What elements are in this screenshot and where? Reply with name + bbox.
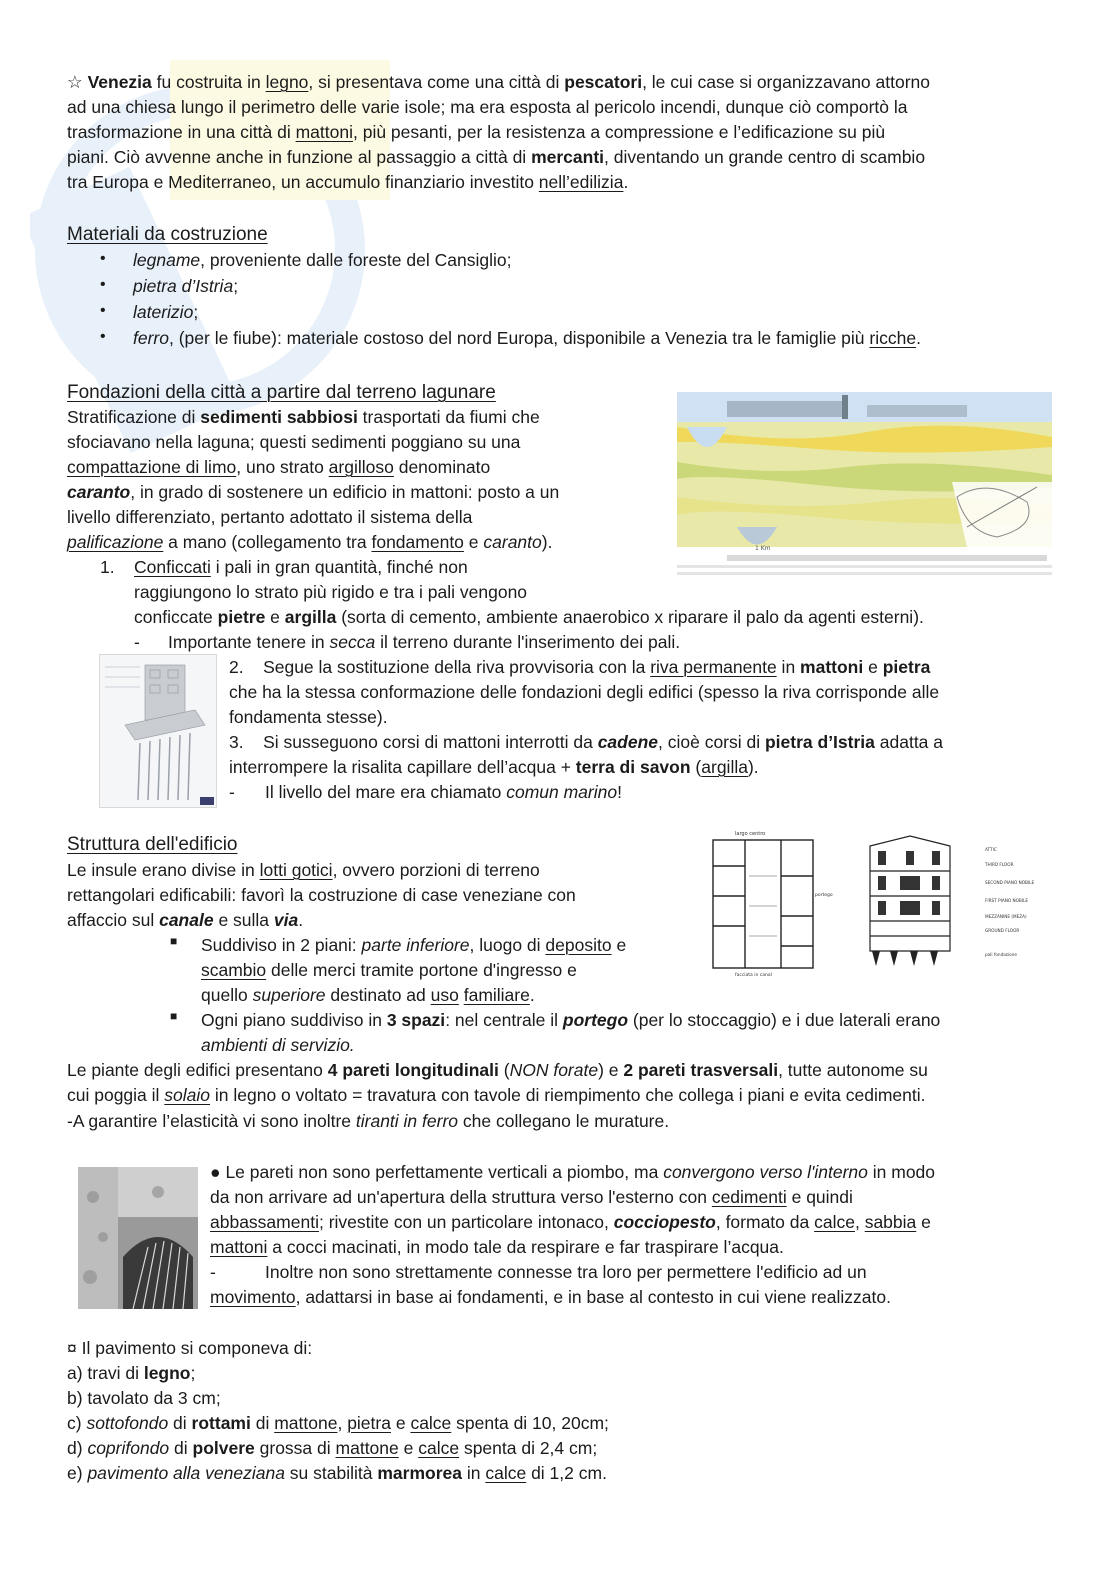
intro-line-1: ☆ Venezia fu costruita in legno, si presentava come una città di pescatori, le cui case si organizzavano attorno: [67, 72, 931, 92]
square-bullet-icon: ■: [170, 934, 178, 948]
floor-item: d) coprifondo di polvere grossa di mattone e calce spenta di 2,4 cm;: [67, 1438, 598, 1458]
step-1-cont: conficcate pietre e argilla (sorta di cemento, ambiente anaerobico x riparare il palo da agenti esterni).: [134, 607, 924, 627]
intro-line-5: tra Europa e Mediterraneo, un accumulo finanziario investito nell’edilizia.: [67, 172, 629, 192]
square-bullet-icon: ■: [170, 1009, 178, 1023]
structure-para: cui poggia il solaio in legno o voltato = travatura con tavole di riempimento che collega i piani e evita cedimenti.: [67, 1085, 926, 1105]
walls-line: Inoltre non sono strettamente connesse tra loro per permettere l'edificio ad un: [265, 1262, 867, 1282]
plan-bottom-label: facciata in canal: [735, 973, 772, 978]
structure-line: rettangolari edificabili: favorì la costruzione di case veneziane con: [67, 885, 576, 905]
bullet-icon: •: [100, 276, 106, 293]
floor-item: c) sottofondo di rottami di mattone, pietra e calce spenta di 10, 20cm;: [67, 1413, 609, 1433]
floor-plan-figure: [705, 826, 833, 978]
floor-intro: ¤ Il pavimento si componeva di:: [67, 1338, 313, 1358]
elev-label: MEZZANINE (MEZA): [985, 914, 1027, 919]
elev-label: SECOND PIANO NOBILE: [985, 880, 1035, 885]
pile-foundation-figure: [99, 654, 217, 808]
structure-bullet-1: Suddiviso in 2 piani: parte inferiore, luogo di deposito e: [201, 935, 627, 955]
dash-marker: -: [229, 782, 235, 802]
step-number: 1.: [100, 557, 115, 577]
structure-line: Le insule erano divise in lotti gotici, ovvero porzioni di terreno: [67, 860, 540, 880]
elev-label: FIRST PIANO NOBILE: [985, 898, 1028, 903]
structure-bullet-2: Ogni piano suddiviso in 3 spazi: nel centrale il portego (per lo stoccaggio) e i due laterali erano: [201, 1010, 941, 1030]
lagoon-section-figure: [667, 387, 1062, 587]
structure-bullet-1-cont: scambio delle merci tramite portone d'ingresso e: [201, 960, 577, 980]
step-1-cont: raggiungono lo strato più rigido e tra i pali vengono: [134, 582, 528, 602]
intro-line-3: trasformazione in una città di mattoni, più pesanti, per la resistenza a compressione e l’edificazione su più: [67, 122, 886, 142]
bullet-icon: •: [100, 328, 106, 345]
step-2-cont: fondamenta stesse).: [229, 707, 388, 727]
plan-side-label: portego: [815, 893, 833, 898]
foundations-line: sfociavano nella laguna; questi sedimenti poggiano su una: [67, 432, 521, 452]
step-2-cont: che ha la stessa conformazione delle fondazioni degli edifici (spesso la riva corrisponde alle: [229, 682, 940, 702]
scale-label: 1 Km: [755, 545, 771, 552]
elev-label: GROUND FLOOR: [985, 928, 1020, 933]
material-item: legname, proveniente dalle foreste del Cansiglio;: [133, 250, 512, 270]
step-1: Conficcati i pali in gran quantità, finché non: [134, 557, 468, 577]
floor-item: a) travi di legno;: [67, 1363, 196, 1383]
elev-label: THIRD FLOOR: [985, 862, 1014, 867]
materials-heading: Materiali da costruzione: [67, 224, 268, 245]
foundations-line: Stratificazione di sedimenti sabbiosi trasportati da fiumi che: [67, 407, 540, 427]
walls-line: mattoni a cocci macinati, in modo tale da respirare e far traspirare l’acqua.: [210, 1237, 784, 1257]
structure-bullet-1-cont: quello superiore destinato ad uso familiare.: [201, 985, 535, 1005]
walls-line: movimento, adattarsi in base ai fondamenti, e in base al contesto in cui viene realizzato.: [210, 1287, 891, 1307]
dash-marker: -: [210, 1262, 216, 1282]
step-3: 3. Si susseguono corsi di mattoni interrotti da cadene, cioè corsi di pietra d’Istria adatta a: [229, 732, 944, 752]
note-1: Importante tenere in secca il terreno durante l'inserimento dei pali.: [168, 632, 681, 652]
intro-line-4: piani. Ciò avvenne anche in funzione al passaggio a città di mercanti, diventando un grande centro di scambio: [67, 147, 926, 167]
dash-marker: -: [134, 632, 140, 652]
walls-line: ● Le pareti non sono perfettamente verticali a piombo, ma convergono verso l'interno in modo: [210, 1162, 936, 1182]
foundations-line: palificazione a mano (collegamento tra fondamento e caranto).: [67, 532, 553, 552]
structure-bullet-2-cont: ambienti di servizio.: [201, 1035, 355, 1055]
plan-top-label: largo centro: [735, 831, 766, 837]
bullet-icon: •: [100, 250, 106, 267]
material-item: pietra d’Istria;: [133, 276, 239, 296]
foundations-line: compattazione di limo, uno strato argilloso denominato: [67, 457, 491, 477]
elevation-figure: [860, 826, 1060, 976]
step-3-cont: interrompere la risalita capillare dell’acqua + terra di savon (argilla).: [229, 757, 759, 777]
material-item: laterizio;: [133, 302, 199, 322]
floor-item: b) tavolato da 3 cm;: [67, 1388, 221, 1408]
note-2: Il livello del mare era chiamato comun marino!: [265, 782, 622, 802]
structure-line: affaccio sul canale e sulla via.: [67, 910, 304, 930]
walls-line: da non arrivare ad un'apertura della struttura verso l'esterno con cedimenti e quindi: [210, 1187, 853, 1207]
foundations-heading: Fondazioni della città a partire dal terreno lagunare: [67, 382, 496, 403]
floor-item: e) pavimento alla veneziana su stabilità marmorea in calce di 1,2 cm.: [67, 1463, 607, 1483]
elev-label: ATTIC: [985, 847, 997, 852]
step-2: 2. Segue la sostituzione della riva provvisoria con la riva permanente in mattoni e pietra: [229, 657, 931, 677]
foundations-line: caranto, in grado di sostenere un edificio in mattoni: posto a un: [67, 482, 560, 502]
structure-para: -A garantire l’elasticità vi sono inoltre tiranti in ferro che collegano le murature.: [67, 1111, 670, 1131]
intro-line-2: ad una chiesa lungo il perimetro delle varie isole; ma era esposta al pericolo incendi, dunque ciò comportò la: [67, 97, 908, 117]
foundations-line: livello differenziato, pertanto adottato il sistema della: [67, 507, 473, 527]
walls-line: abbassamenti; rivestite con un particolare intonaco, cocciopesto, formato da calce, sabbia e: [210, 1212, 931, 1232]
elev-label: pali fondazione: [985, 952, 1017, 957]
structure-para: Le piante degli edifici presentano 4 pareti longitudinali (NON forate) e 2 pareti trasversali, tutte autonome su: [67, 1060, 928, 1080]
bullet-icon: •: [100, 302, 106, 319]
structure-heading: Struttura dell'edificio: [67, 834, 238, 855]
wall-photo: [78, 1167, 198, 1309]
material-item: ferro, (per le fiube): materiale costoso del nord Europa, disponibile a Venezia tra le famiglie più ricche.: [133, 328, 921, 348]
